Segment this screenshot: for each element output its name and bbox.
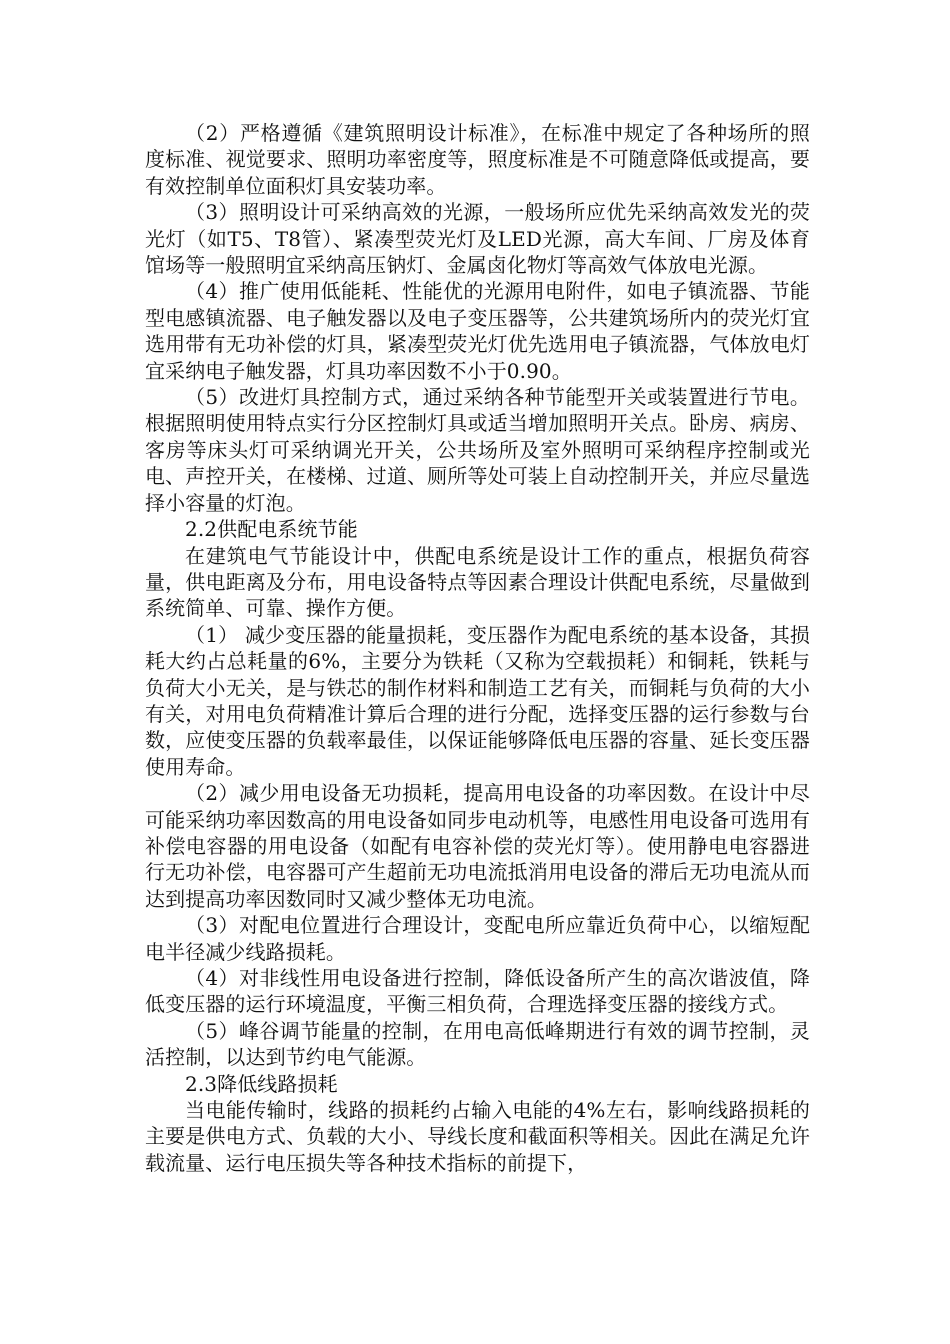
paragraph-peak-valley: （5）峰谷调节能量的控制，在用电高低峰期进行有效的调节控制，灵活控制，以达到节约电气能源。: [145, 1018, 810, 1070]
document-body: [145, 120, 810, 1176]
paragraph-substation-location: （3）对配电位置进行合理设计，变配电所应靠近负荷中心，以缩短配电半径减少线路损耗。: [145, 913, 810, 964]
paragraph-lighting-standard: （2）严格遵循《建筑照明设计标准》，在标准中规定了各种场所的照度标准、视觉要求、照明功率密度等，照度标准是不可随意降低或提高，要有效控制单位面积灯具安装功率。: [145, 121, 810, 198]
section-heading-line-loss: 2.3降低线路损耗: [185, 1071, 338, 1096]
paragraph-reactive-power: （2）减少用电设备无功损耗，提高用电设备的功率因数。在设计中尽可能采纳功率因数高的用电设备如同步电动机等，电感性用电设备可选用有补偿电容器的用电设备（如配有电容补偿的荧光灯等）。使用静电电容器进行无功补偿，电容器可产生超前无功电流抵消用电设备的滞后无功电流从而达到提高功率因数同时又减少整体无功电流。: [145, 781, 810, 911]
section-heading-power-supply: 2.2供配电系统节能: [185, 517, 358, 542]
paragraph-efficient-light-source: （3）照明设计可采纳高效的光源，一般场所应优先采纳高效发光的荧光灯（如T5、T8管）、紧凑型荧光灯及LED光源，高大车间、厂房及体育馆场等一般照明宜采纳高压钠灯、金属卤化物灯等高效气体放电光源。: [145, 200, 810, 278]
paragraph-transformer-loss: （1） 减少变压器的能量损耗，变压器作为配电系统的基本设备，其损耗大约占总耗量的6%，主要分为铁耗（又称为空载损耗）和铜耗，铁耗与负荷大小无关，是与铁芯的制作材料和制造工艺有关，而铜耗与负荷的大小有关，对用电负荷精准计算后合理的进行分配，选择变压器的运行参数与台数，应使变压器的负载率最佳，以保证能够降低电压器的容量、延长变压器使用寿命。: [145, 622, 810, 779]
paragraph-power-supply-intro: 在建筑电气节能设计中，供配电系统是设计工作的重点，根据负荷容量，供电距离及分布，用电设备特点等因素合理设计供配电系统，尽量做到系统简单、可靠、操作方便。: [145, 543, 810, 621]
paragraph-harmonics-control: （4）对非线性用电设备进行控制，降低设备所产生的高次谐波值，降低变压器的运行环境温度，平衡三相负荷，合理选择变压器的接线方式。: [145, 966, 810, 1017]
paragraph-line-loss: 当电能传输时，线路的损耗约占输入电能的4%左右，影响线路损耗的主要是供电方式、负载的大小、导线长度和截面积等相关。因此在满足允许载流量、运行电压损失等各种技术指标的前提下，: [145, 1098, 810, 1175]
paragraph-light-accessories: （4）推广使用低能耗、性能优的光源用电附件，如电子镇流器、节能型电感镇流器、电子触发器以及电子变压器等，公共建筑场所内的荧光灯宜选用带有无功补偿的灯具，紧凑型荧光灯优先选用电子镇流器，气体放电灯宜采纳电子触发器，灯具功率因数不小于0.90。: [145, 279, 810, 383]
paragraph-lighting-control: （5）改进灯具控制方式，通过采纳各种节能型开关或装置进行节电。根据照明使用特点实行分区控制灯具或适当增加照明开关点。卧房、病房、客房等床头灯可采纳调光开关，公共场所及室外照明可采纳程序控制或光电、声控开关，在楼梯、过道、厕所等处可装上自动控制开关，并应尽量选择小容量的灯泡。: [145, 385, 810, 515]
